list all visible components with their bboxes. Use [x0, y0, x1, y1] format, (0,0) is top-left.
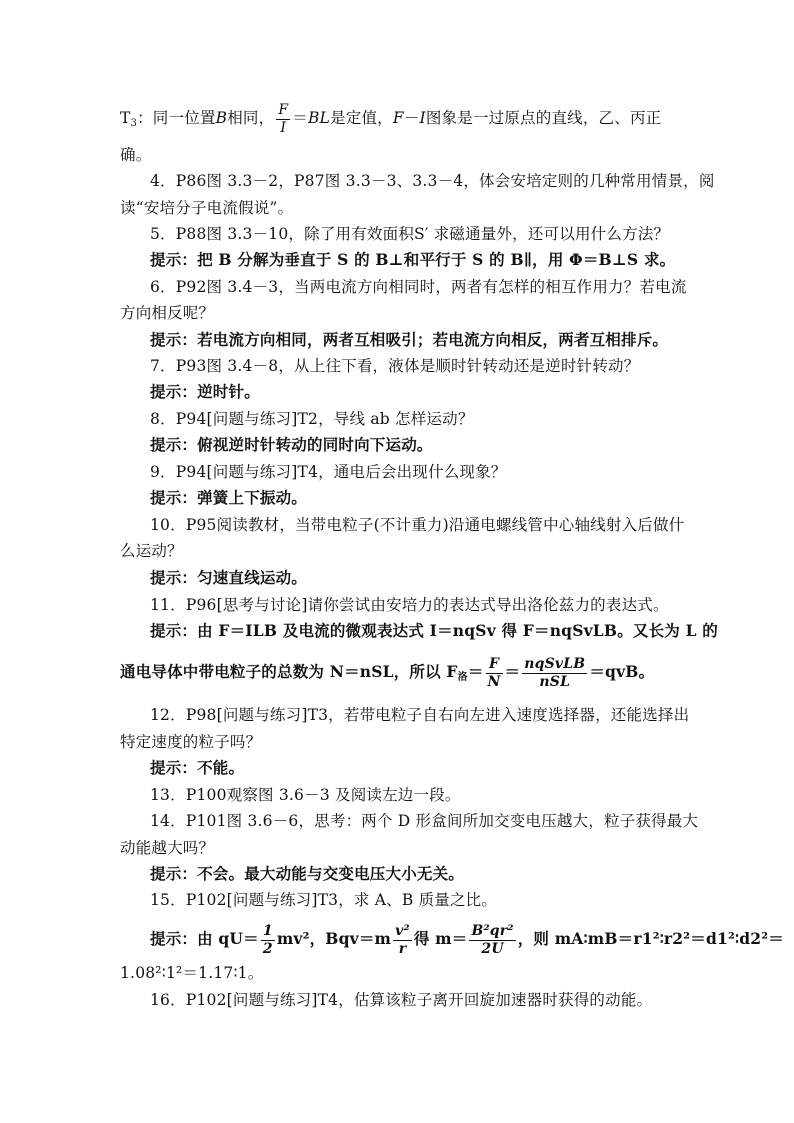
- fraction-half: [261, 923, 275, 958]
- item-4-line: 4．P86图 3.3－2，P87图 3.3－3、3.3－4，体会安培定则的几种常用情景，阅: [150, 172, 715, 190]
- fraction-denominator: 2: [262, 940, 273, 957]
- text-span: 是定值，: [330, 109, 393, 127]
- fraction-numerator: F: [486, 656, 503, 674]
- item-7-line: 7．P93图 3.4－8，从上往下看，液体是顺时针转动还是逆时针转动？: [150, 357, 640, 375]
- hint-line: 提示：弹簧上下振动。: [150, 488, 308, 507]
- item-12-line: 12．P98[问题与练习]T3，若带电粒子自右向左进入速度选择器，还能选择出: [150, 706, 690, 724]
- text-span: mv²，Bqv＝m: [276, 929, 392, 948]
- fraction-denominator: nSL: [539, 673, 571, 690]
- item-6-line: 6．P92图 3.4－3，当两电流方向相同时，两者有怎样的相互作用力？若电流: [150, 278, 687, 296]
- item-11-line: 11．P96[思考与讨论]请你尝试由安培力的表达式导出洛伦兹力的表达式。: [150, 596, 669, 614]
- item-9-line: 9．P94[问题与练习]T4，通电后会出现什么现象？: [150, 463, 507, 481]
- fraction-denominator: I: [280, 119, 287, 136]
- text-span: 得 m＝: [413, 929, 468, 948]
- text-span: 相同，: [227, 109, 275, 127]
- item-14-line: 14．P101图 3.6－6，思考：两个 D 形盒间所加交变电压越大，粒子获得最大: [150, 812, 699, 830]
- fraction-f-over-i: [276, 102, 290, 137]
- text-line: 方向相反呢？: [120, 304, 215, 322]
- text-span: T: [120, 109, 131, 127]
- text-line: 特定速度的粒子吗？: [120, 733, 262, 751]
- text-span: ＝: [292, 109, 308, 127]
- text-span: 通电导体中带电粒子的总数为 N＝nSL，所以 F: [120, 662, 458, 681]
- text-span: ＝qvB。: [589, 662, 655, 681]
- fraction-numerator: F: [278, 101, 289, 118]
- math-var: BL: [307, 109, 331, 127]
- item-10-line: 10．P95阅读教材，当带电粒子(不计重力)沿通电螺线管中心轴线射入后做什: [150, 516, 685, 534]
- fraction-denominator: 2U: [481, 940, 504, 957]
- text-span: ：同一位置: [137, 109, 216, 127]
- fraction-numerator: v²: [395, 922, 410, 939]
- text-line: 1.08²∶1²＝1.17∶1。: [120, 964, 264, 982]
- math-var: I: [419, 109, 426, 127]
- math-var: B: [215, 109, 228, 127]
- hint-line: 提示：由 F＝ILB 及电流的微观表达式 I＝nqSv 得 F＝nqSvLB。又长为 L 的: [150, 621, 718, 640]
- text-line: 读“安培分子电流假说”。: [120, 199, 294, 217]
- math-var: F: [392, 109, 404, 127]
- text-span: ，则 mA∶mB＝r1²∶r2²＝d1²∶d2²＝: [517, 929, 784, 948]
- fraction-denominator: N: [487, 673, 501, 690]
- text-line-lorentz: [120, 651, 680, 693]
- hint-line: 提示：不能。: [150, 758, 245, 777]
- fraction-numerator: 1: [262, 922, 273, 939]
- hint-line: 提示：匀速直线运动。: [150, 568, 308, 587]
- text-span: 图象是一过原点的直线，乙、丙正: [425, 109, 662, 127]
- fraction-nqsvlb-over-nsl: [522, 656, 587, 691]
- text-line: 动能越大吗？: [120, 839, 215, 857]
- item-15-line: 15．P102[问题与练习]T3，求 A、B 质量之比。: [150, 891, 498, 909]
- fraction-numerator: nqSvLB: [524, 655, 586, 672]
- subscript: 洛: [457, 672, 468, 683]
- text-line-t3: [120, 97, 680, 139]
- item-5-line: 5．P88图 3.3－10，除了用有效面积S′ 求磁通量外，还可以用什么方法？: [150, 225, 670, 243]
- text-span: －: [403, 109, 420, 127]
- text-line: 么运动？: [120, 542, 183, 560]
- hint-line: 提示：俯视逆时针转动的同时向下运动。: [150, 435, 433, 454]
- hint-line: 提示：不会。最大动能与交变电压大小无关。: [150, 864, 465, 883]
- item-13-line: 13．P100观察图 3.6－3 及阅读左边一段。: [150, 786, 461, 804]
- hint-line: 提示：逆时针。: [150, 382, 260, 401]
- fraction-f-over-n: [486, 656, 503, 691]
- hint-line: 提示：把 B 分解为垂直于 S 的 B⊥和平行于 S 的 B∥，用 Φ＝B⊥S 求。: [150, 250, 676, 269]
- text-span: ＝: [467, 662, 484, 681]
- hint-line: 提示：若电流方向相同，两者互相吸引；若电流方向相反，两者互相排斥。: [150, 330, 669, 349]
- item-8-line: 8．P94[问题与练习]T2，导线 ab 怎样运动？: [150, 410, 474, 428]
- item-16-line: 16．P102[问题与练习]T4，估算该粒子离开回旋加速器时获得的动能。: [150, 991, 653, 1009]
- text-span: 提示：由 qU＝: [150, 929, 259, 948]
- fraction-denominator: r: [398, 940, 407, 957]
- fraction-numerator: B²qr²: [471, 922, 514, 939]
- text-span: ＝: [504, 662, 521, 681]
- text-line: 确。: [120, 146, 152, 164]
- fraction-v2-over-r: [393, 923, 412, 958]
- text-line-mass-ratio: [150, 918, 784, 960]
- subscript: 3: [130, 118, 138, 129]
- fraction-b2qr2-over-2u: [469, 923, 515, 958]
